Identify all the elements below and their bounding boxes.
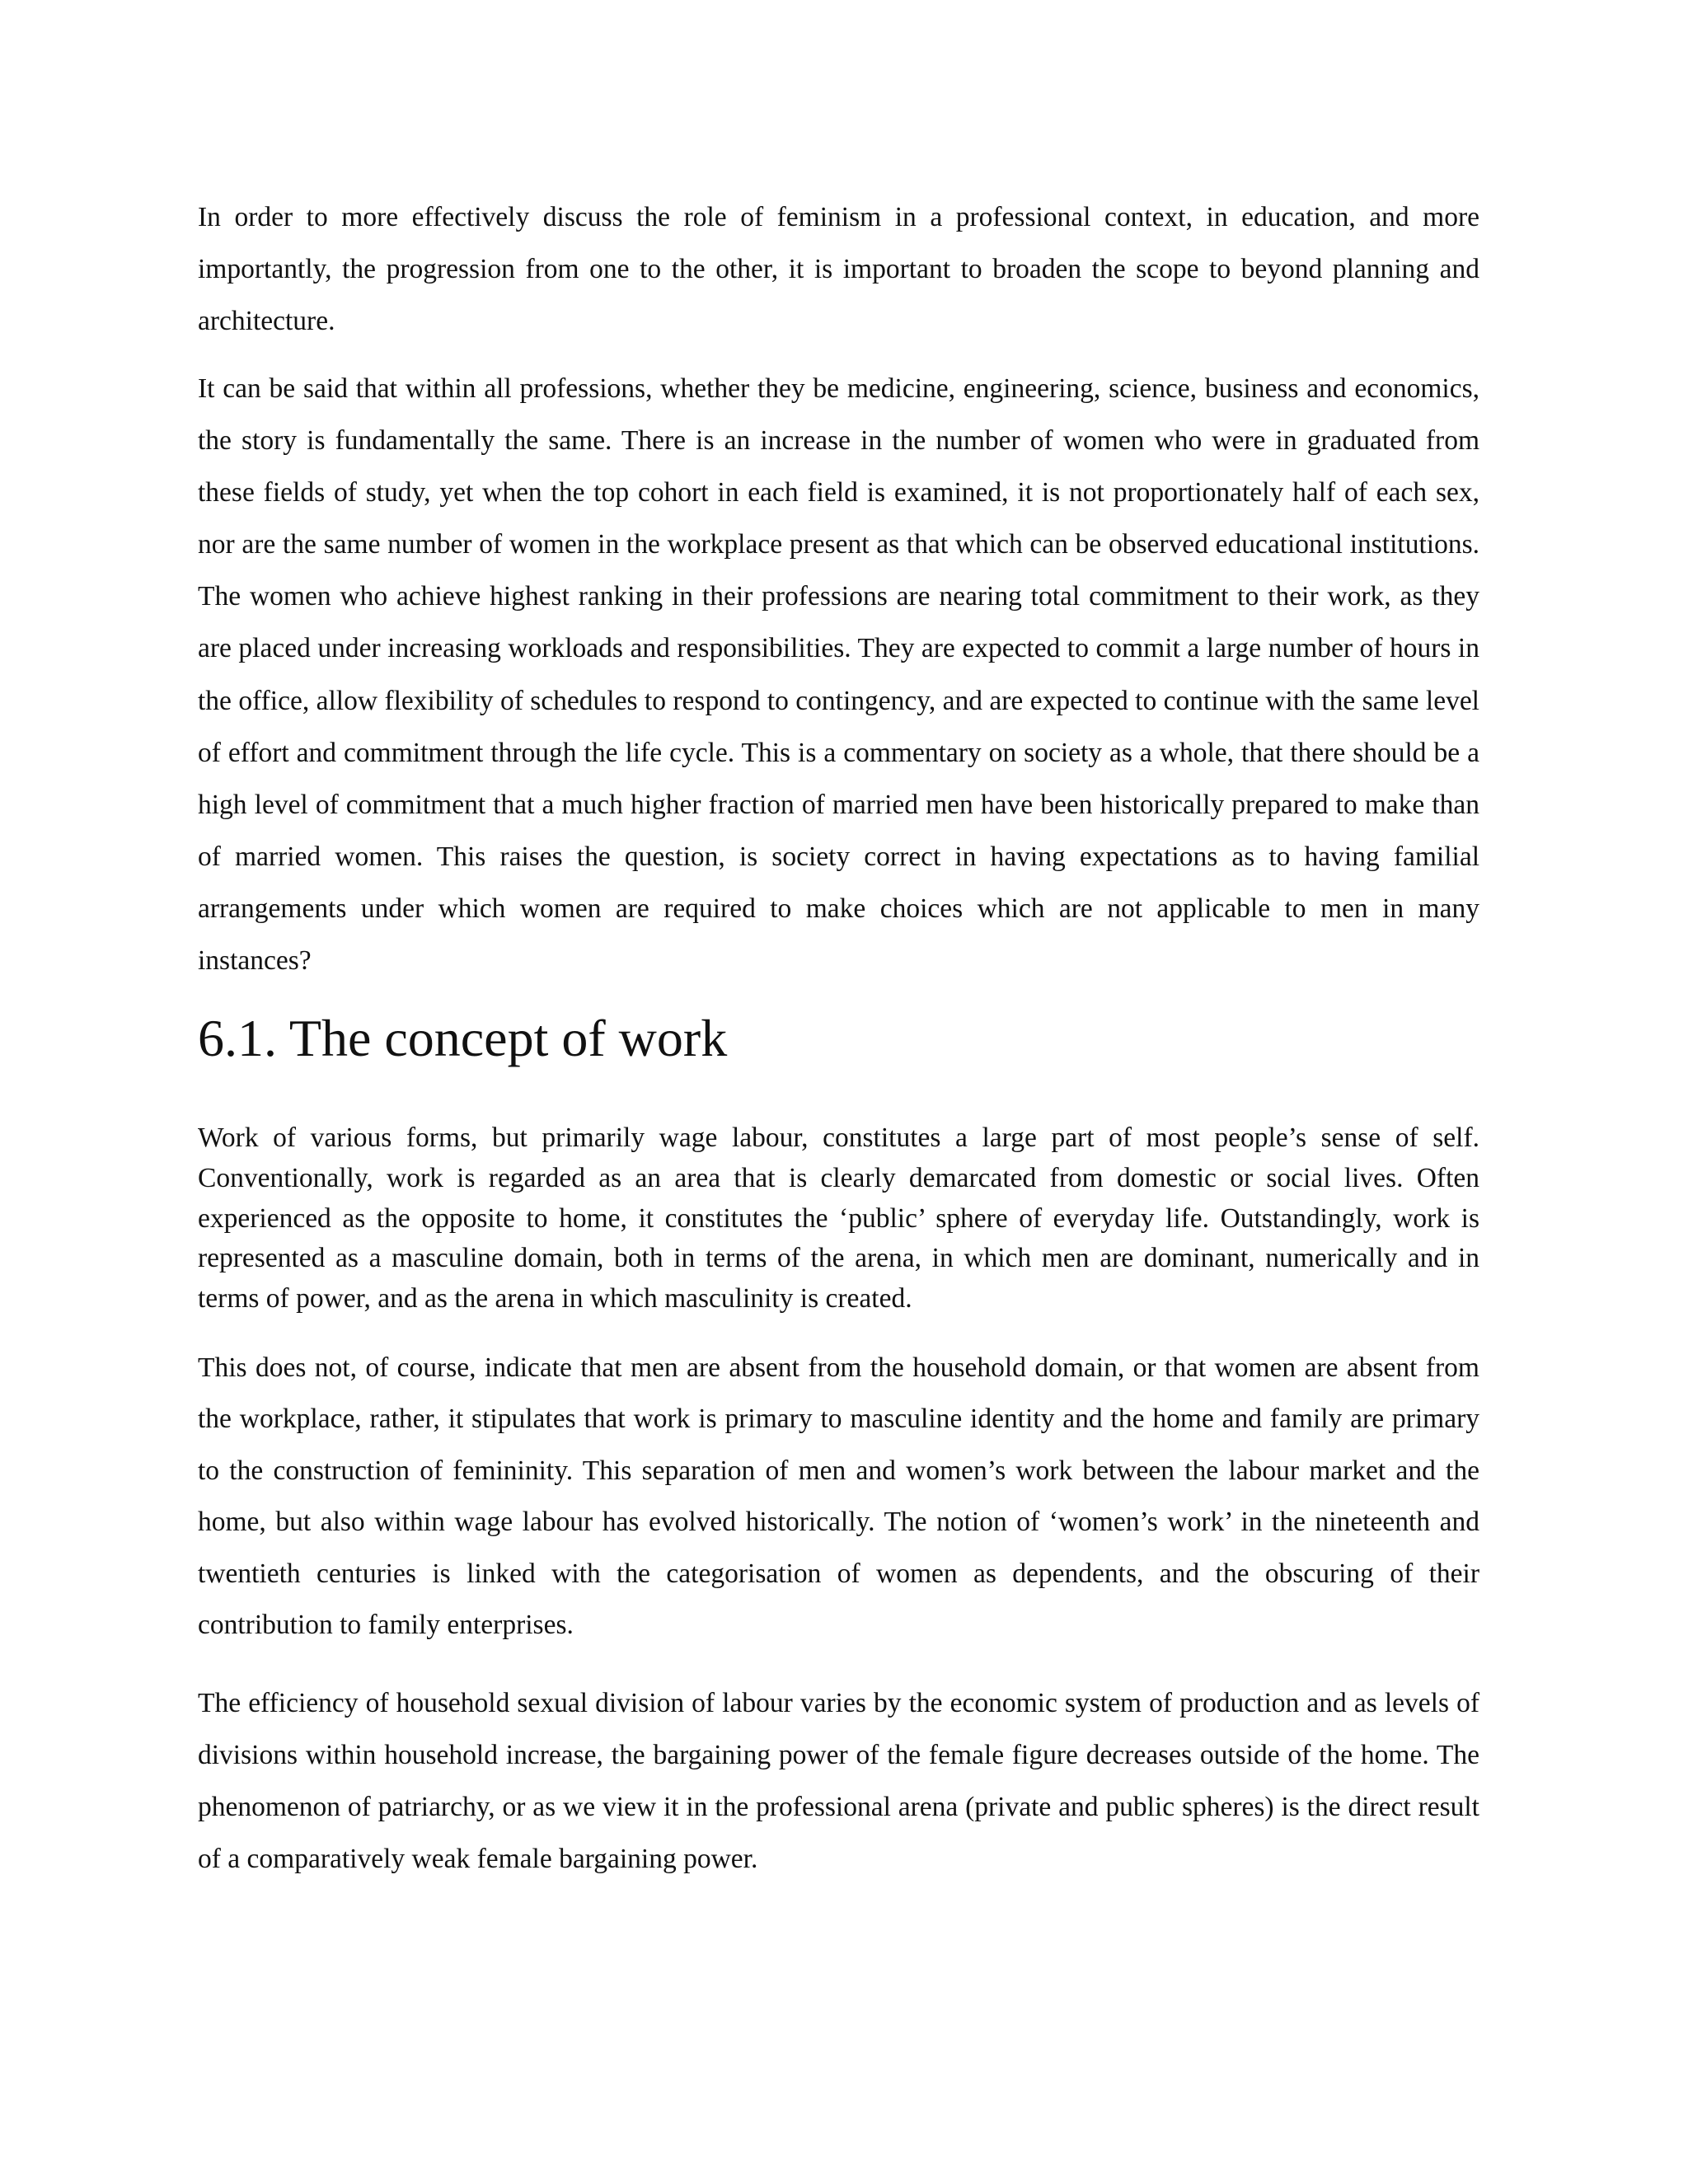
document-page	[198, 191, 1479, 1885]
intro-paragraph: In order to more effectively discuss the role of feminism in a professional context, in education, and more importantly, the progression from one to the other, it is important to broaden the scope to beyond planning and architecture.	[198, 202, 1479, 336]
professions-paragraph: It can be said that within all professions, whether they be medicine, engineering, science, business and economics, the story is fundamentally the same. There is an increase in the number of women who were in graduated from these fields of study, yet when the top cohort in each field is examined, it is not proportionately half of each sex, nor are the same number of women in the workplace present as that which can be observed educational institutions. The women who achieve highest ranking in their professions are nearing total commitment to their work, as they are placed under increasing workloads and responsibilities. They are expected to commit a large number of hours in the office, allow flexibility of schedules to respond to contingency, and are expected to continue with the same level of effort and commitment through the life cycle. This is a commentary on society as a whole, that there should be a high level of commitment that a much higher fraction of married men have been historically prepared to make than of married women. This raises the question, is society correct in having expectations as to having familial arrangements under which women are required to make choices which are not applicable to men in many instances?	[198, 373, 1479, 977]
section-heading: 6.1. The concept of work	[198, 1009, 728, 1068]
household-paragraph: This does not, of course, indicate that men are absent from the household domain, or that women are absent from the workplace, rather, it stipulates that work is primary to masculine identity and the home and family are primary to the construction of femininity. This separation of men and women’s work between the labour market and the home, but also within wage labour has evolved historically. The notion of ‘women’s work’ in the nineteenth and twentieth centuries is linked with the categorisation of women as dependents, and the obscuring of their contribution to family enterprises.	[198, 1352, 1479, 1641]
work-paragraph: Work of various forms, but primarily wage labour, constitutes a large part of most people’s sense of self. Conventionally, work is regarded as an area that is clearly demarcated from domestic or social lives. Often experienced as the opposite to home, it constitutes the ‘public’ sphere of everyday life. Outstandingly, work is represented as a masculine domain, both in terms of the arena, in which men are dominant, numerically and in terms of power, and as the arena in which masculinity is created.	[198, 1122, 1479, 1314]
efficiency-paragraph: The efficiency of household sexual division of labour varies by the economic system of production and as levels of divisions within household increase, the bargaining power of the female figure decreases outside of the home. The phenomenon of patriarchy, or as we view it in the professional arena (private and public spheres) is the direct result of a comparatively weak female bargaining power.	[198, 1687, 1479, 1874]
